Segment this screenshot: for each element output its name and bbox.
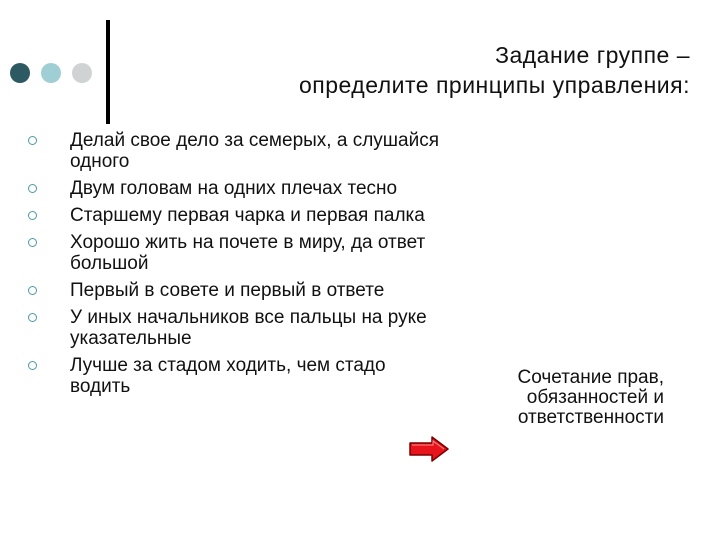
answer-text <box>452 368 664 428</box>
title-divider <box>106 20 110 124</box>
list-item-text: Лучше за стадом ходить, чем стадо водить <box>70 355 386 397</box>
circle-bullet-icon <box>28 286 37 295</box>
list-item <box>28 130 448 172</box>
circle-bullet-icon <box>28 361 37 370</box>
circle-bullet-icon <box>28 136 37 145</box>
circle-bullet-icon <box>28 184 37 193</box>
list-item <box>28 232 448 274</box>
arrow-shape <box>410 437 448 461</box>
dark-dot-icon <box>10 63 30 83</box>
list-item-text: Двум головам на одних плечах тесно <box>70 178 398 199</box>
list-item-text: Первый в совете и первый в ответе <box>70 280 385 301</box>
light-dot-icon <box>41 63 61 83</box>
circle-bullet-icon <box>28 211 37 220</box>
list-item <box>28 280 448 301</box>
proverb-list <box>28 130 448 403</box>
circle-bullet-icon <box>28 238 37 247</box>
answer-line-3: ответственности <box>517 407 664 428</box>
list-item-text: Старшему первая чарка и первая палка <box>70 205 425 226</box>
title-line-1: Задание группе – <box>495 42 690 68</box>
list-item-text: У иных начальников все пальцы на руке указательные <box>70 307 427 349</box>
list-item <box>28 205 448 226</box>
list-item-text: Хорошо жить на почете в миру, да ответ большой <box>70 232 426 274</box>
title-line-2: определите принципы управления: <box>298 72 690 98</box>
decorative-dots <box>10 63 94 85</box>
answer-line-2: обязанностей и <box>526 387 664 408</box>
answer-line-1: Сочетание прав, <box>517 367 664 388</box>
list-item-text: Делай свое дело за семерых, а слушайся одного <box>70 130 439 172</box>
circle-bullet-icon <box>28 313 37 322</box>
grey-dot-icon <box>72 63 92 83</box>
list-item <box>28 178 448 199</box>
slide-title <box>220 40 690 100</box>
right-arrow-icon <box>408 436 450 462</box>
list-item <box>28 307 448 349</box>
list-item <box>28 355 448 397</box>
